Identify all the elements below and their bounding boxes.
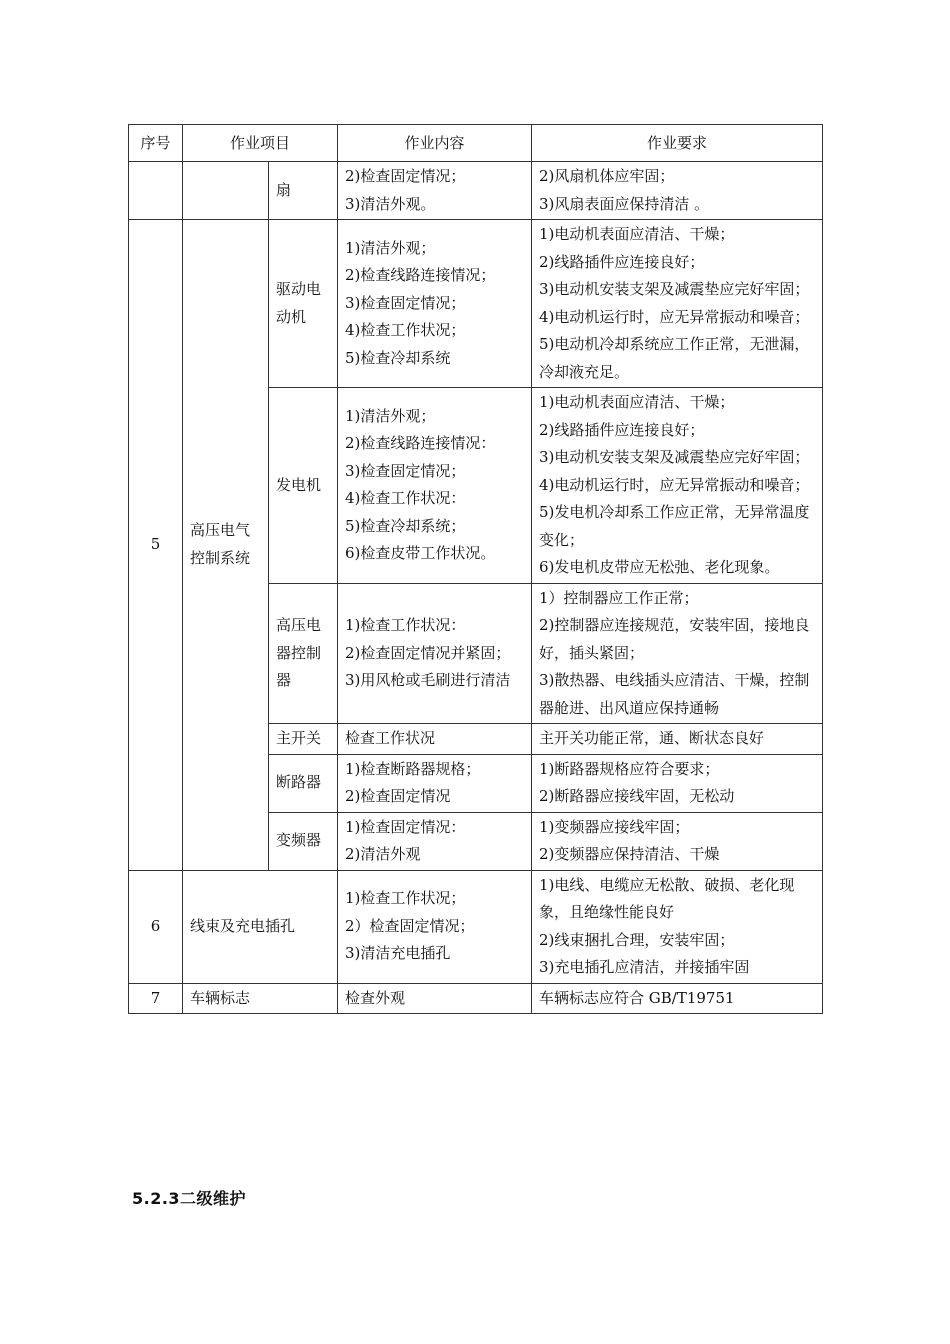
cell-requirement xyxy=(532,870,823,983)
cell-content xyxy=(338,983,532,1014)
cell-line: 2)检查固定情况 xyxy=(345,787,451,805)
header-no: 序号 xyxy=(129,125,183,162)
cell-sub-main-switch: 主开关 xyxy=(269,724,338,755)
cell-requirement xyxy=(532,583,823,724)
cell-sub-inverter: 变频器 xyxy=(269,812,338,870)
cell-line: 3)充电插孔应清洁，并接插牢固 xyxy=(539,958,750,976)
cell-item-vehicle-sign: 车辆标志 xyxy=(183,983,338,1014)
cell-no-empty xyxy=(129,162,183,220)
cell-line: 1)清洁外观； xyxy=(345,406,436,425)
cell-item-empty xyxy=(183,162,269,220)
cell-line: 2)风扇机体应牢固； xyxy=(539,167,675,185)
cell-line: 2)线束捆扎合理，安装牢固； xyxy=(539,930,735,949)
cell-line: 1)电动机表面应清洁、干燥； xyxy=(539,225,735,243)
cell-no-6: 6 xyxy=(129,870,183,983)
cell-line: 1)检查固定情况： xyxy=(345,817,466,836)
cell-line: 2)线路插件应连接良好； xyxy=(539,420,705,439)
cell-line: 5)检查冷却系统； xyxy=(345,516,466,535)
cell-content xyxy=(338,388,532,584)
cell-line: 1)检查工作状况； xyxy=(345,889,466,908)
cell-line: 2)检查固定情况； xyxy=(345,167,466,185)
cell-content xyxy=(338,812,532,870)
cell-requirement xyxy=(532,220,823,388)
cell-item-harness: 线束及充电插孔 xyxy=(183,870,338,983)
cell-line: 3)检查固定情况； xyxy=(345,293,466,312)
cell-line: 3)检查固定情况； xyxy=(345,461,466,480)
table-header-row xyxy=(129,125,823,162)
cell-sub-motor: 驱动电动机 xyxy=(269,220,338,388)
cell-line: 2)检查固定情况并紧固； xyxy=(345,643,511,662)
cell-line: 3)风扇表面应保持清洁 。 xyxy=(539,194,710,213)
header-item: 作业项目 xyxy=(183,125,338,162)
cell-line: 2)控制器应连接规范，安装牢固，接地良好，插头紧固； xyxy=(539,616,810,662)
cell-content xyxy=(338,724,532,755)
table-row-motor xyxy=(129,220,823,388)
cell-content xyxy=(338,220,532,388)
cell-line: 6)发电机皮带应无松弛、老化现象。 xyxy=(539,558,780,576)
cell-line: 检查外观 xyxy=(345,988,406,1007)
cell-sub-generator: 发电机 xyxy=(269,388,338,584)
maintenance-table xyxy=(128,124,823,1014)
cell-line: 2)检查线路连接情况； xyxy=(345,266,496,285)
cell-requirement xyxy=(532,724,823,755)
cell-line: 3)清洁充电插孔 xyxy=(345,944,451,963)
cell-item-hv-control: 高压电气控制系统 xyxy=(183,220,269,871)
cell-line: 3)清洁外观。 xyxy=(345,194,436,213)
cell-line: 2)断路器应接线牢固，无松动 xyxy=(539,787,735,805)
cell-sub-fan: 扇 xyxy=(269,162,338,220)
cell-line: 3)散热器、电线插头应清洁、干燥，控制器舱进、出风道应保持通畅 xyxy=(539,671,810,717)
cell-no-7: 7 xyxy=(129,983,183,1014)
cell-line: 3)电动机安装支架及减震垫应完好牢固； xyxy=(539,280,810,298)
cell-content xyxy=(338,583,532,724)
header-content: 作业内容 xyxy=(338,125,532,162)
cell-line: 1)检查断路器规格； xyxy=(345,759,481,778)
cell-line: 2)变频器应保持清洁、干燥 xyxy=(539,845,720,863)
cell-sub-breaker: 断路器 xyxy=(269,754,338,812)
cell-requirement xyxy=(532,983,823,1014)
cell-line: 4)检查工作状况； xyxy=(345,321,466,340)
cell-line: 5)检查冷却系统 xyxy=(345,348,451,367)
cell-line: 1)清洁外观； xyxy=(345,238,436,257)
cell-content xyxy=(338,754,532,812)
cell-line: 3)用风枪或毛刷进行清洁 xyxy=(345,671,511,689)
cell-line: 2)清洁外观 xyxy=(345,845,421,863)
cell-line: 4)电动机运行时，应无异常振动和噪音； xyxy=(539,475,810,494)
cell-line: 1)变频器应接线牢固； xyxy=(539,817,690,836)
cell-line: 1)断路器规格应符合要求； xyxy=(539,759,720,778)
cell-line: 4)检查工作状况： xyxy=(345,489,466,508)
header-requirement: 作业要求 xyxy=(532,125,823,162)
cell-line: 5)电动机冷却系统应工作正常，无泄漏，冷却液充足。 xyxy=(539,335,810,381)
cell-line: 1)检查工作状况： xyxy=(345,616,466,634)
table-row-vehicle-sign xyxy=(129,983,823,1014)
cell-line: 1)电动机表面应清洁、干燥； xyxy=(539,393,735,411)
cell-line: 2)线路插件应连接良好； xyxy=(539,252,705,271)
cell-line: 4)电动机运行时，应无异常振动和噪音； xyxy=(539,307,810,326)
cell-sub-controller: 高压电器控制器 xyxy=(269,583,338,724)
cell-no-5: 5 xyxy=(129,220,183,871)
cell-requirement xyxy=(532,754,823,812)
cell-line: 1）控制器应工作正常； xyxy=(539,588,699,607)
cell-line: 1)电线、电缆应无松散、破损、老化现象，且绝缘性能良好 xyxy=(539,875,795,921)
cell-line: 车辆标志应符合 GB/T19751 xyxy=(539,988,735,1007)
table-row-fan-continued xyxy=(129,162,823,220)
cell-content xyxy=(338,162,532,220)
table-row-harness xyxy=(129,870,823,983)
cell-line: 3)电动机安装支架及减震垫应完好牢固； xyxy=(539,448,810,466)
cell-line: 2)检查线路连接情况： xyxy=(345,434,496,453)
cell-line: 检查工作状况 xyxy=(345,729,436,747)
section-heading: 5.2.3二级维护 xyxy=(132,1189,247,1208)
cell-line: 5)发电机冷却系工作应正常，无异常温度变化； xyxy=(539,503,810,549)
cell-requirement xyxy=(532,162,823,220)
cell-line: 6)检查皮带工作状况。 xyxy=(345,544,496,563)
cell-line: 2）检查固定情况； xyxy=(345,916,475,935)
cell-requirement xyxy=(532,388,823,584)
cell-requirement xyxy=(532,812,823,870)
cell-line: 主开关功能正常，通、断状态良好 xyxy=(539,729,765,747)
cell-content xyxy=(338,870,532,983)
